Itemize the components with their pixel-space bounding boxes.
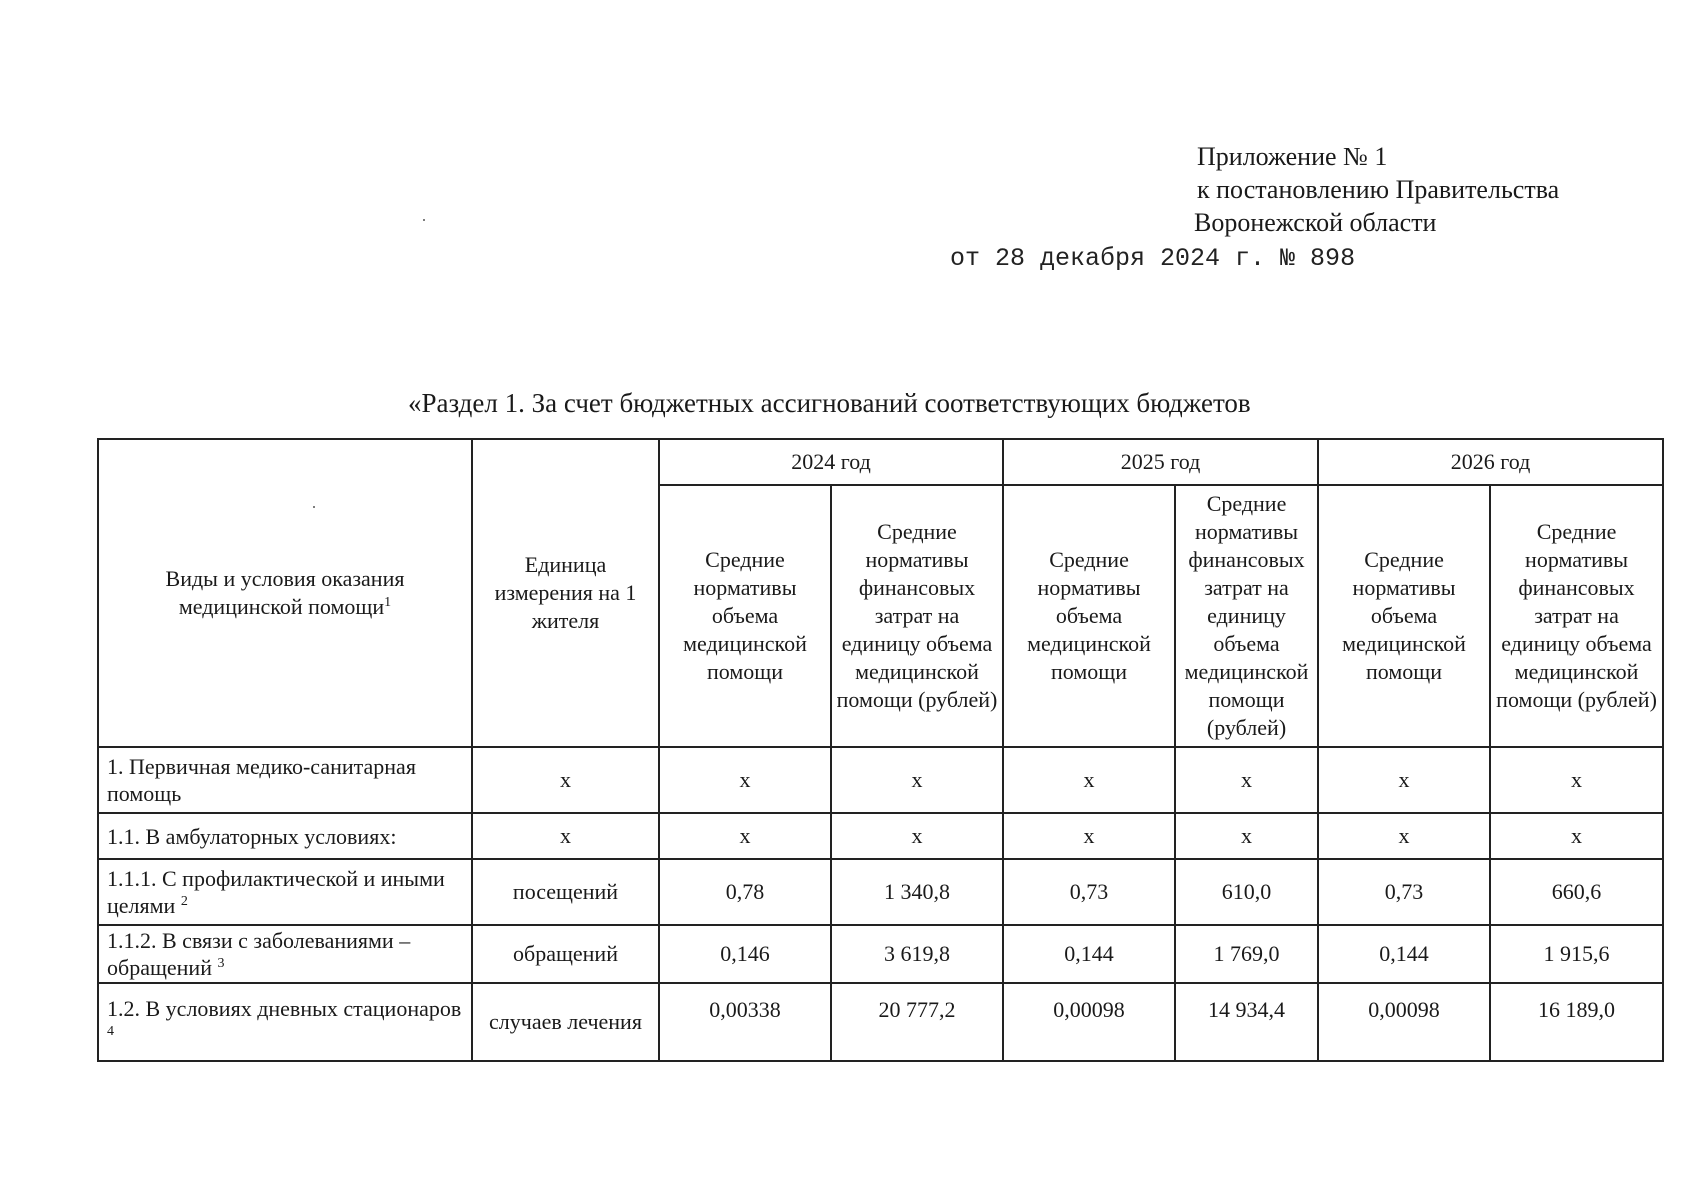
row-unit: х	[472, 747, 659, 813]
cell-cost-2026: х	[1490, 813, 1663, 859]
cell-cost-2026: х	[1490, 747, 1663, 813]
table-row	[98, 925, 1663, 983]
cell-volume-2025: 0,73	[1003, 859, 1175, 925]
cell-volume-2025: 0,144	[1003, 925, 1175, 983]
cell-cost-2025: 1 769,0	[1175, 925, 1318, 983]
table-row	[98, 813, 1663, 859]
cell-volume-2026: х	[1318, 813, 1490, 859]
row-label: 1.2. В условиях дневных стационаров $^4$	[98, 983, 472, 1061]
row-unit: случаев лечения	[472, 983, 659, 1061]
row-unit: обращений	[472, 925, 659, 983]
appendix-number: Приложение № 1	[1197, 142, 1388, 171]
header-unit: Единица измерения на 1 жителя	[472, 439, 659, 747]
row-unit: х	[472, 813, 659, 859]
norms-table	[97, 438, 1664, 1062]
header-year-2024: 2024 год	[659, 439, 1003, 485]
row-label: 1.1.1. С профилактической и иными целями $^2$	[98, 859, 472, 925]
cell-cost-2025: 610,0	[1175, 859, 1318, 925]
header-kind-of-care: Виды и условия оказания медицинской помощи$^1$	[98, 439, 472, 747]
row-label: 1.1.2. В связи с заболеваниями – обращений $^3$	[98, 925, 472, 983]
cell-volume-2024: 0,146	[659, 925, 831, 983]
header-volume-2025: Средние нормативы объема медицинской помощи	[1003, 485, 1175, 747]
appendix-header	[1194, 140, 1560, 239]
row-unit: посещений	[472, 859, 659, 925]
cell-cost-2024: 1 340,8	[831, 859, 1003, 925]
header-cost-2026: Средние нормативы финансовых затрат на единицу объема медицинской помощи (рублей)	[1490, 485, 1663, 747]
cell-volume-2026: 0,144	[1318, 925, 1490, 983]
header-cost-2025: Средние нормативы финансовых затрат на единицу объема медицинской помощи (рублей)	[1175, 485, 1318, 747]
table-row	[98, 983, 1663, 1061]
cell-volume-2026: 0,73	[1318, 859, 1490, 925]
cell-cost-2026: 660,6	[1490, 859, 1663, 925]
footnote-mark: 2	[180, 894, 188, 909]
header-year-2026: 2026 год	[1318, 439, 1663, 485]
cell-cost-2026: 1 915,6	[1490, 925, 1663, 983]
cell-volume-2025: 0,00098	[1003, 983, 1175, 1061]
cell-cost-2025: 14 934,4	[1175, 983, 1318, 1061]
cell-cost-2024: х	[831, 747, 1003, 813]
table-row	[98, 747, 1663, 813]
cell-volume-2025: х	[1003, 747, 1175, 813]
row-label: 1. Первичная медико-санитарная помощь	[98, 747, 472, 813]
date-number-stamp: от 28 декабря 2024 г. № 898	[950, 244, 1356, 273]
cell-volume-2024: х	[659, 813, 831, 859]
cell-cost-2024: х	[831, 813, 1003, 859]
header-volume-2026: Средние нормативы объема медицинской помощи	[1318, 485, 1490, 747]
header-year-2025: 2025 год	[1003, 439, 1318, 485]
row-label: 1.1. В амбулаторных условиях:	[98, 813, 472, 859]
header-cost-2024: Средние нормативы финансовых затрат на единицу объема медицинской помощи (рублей)	[831, 485, 1003, 747]
cell-volume-2024: 0,78	[659, 859, 831, 925]
cell-volume-2026: 0,00098	[1318, 983, 1490, 1061]
appendix-region: Воронежской области	[1194, 208, 1437, 237]
cell-volume-2024: 0,00338	[659, 983, 831, 1061]
section-title: «Раздел 1. За счет бюджетных ассигнований соответствующих бюджетов	[408, 388, 1251, 418]
cell-cost-2024: 20 777,2	[831, 983, 1003, 1061]
footnote-mark: 1	[384, 595, 392, 610]
scan-speck	[423, 219, 425, 221]
cell-volume-2025: х	[1003, 813, 1175, 859]
cell-volume-2024: х	[659, 747, 831, 813]
cell-cost-2025: х	[1175, 813, 1318, 859]
cell-cost-2024: 3 619,8	[831, 925, 1003, 983]
header-volume-2024: Средние нормативы объема медицинской помощи	[659, 485, 831, 747]
footnote-mark: 4	[107, 1024, 114, 1039]
cell-volume-2026: х	[1318, 747, 1490, 813]
cell-cost-2026: 16 189,0	[1490, 983, 1663, 1061]
appendix-resolution: к постановлению Правительства	[1197, 175, 1560, 204]
table-row	[98, 859, 1663, 925]
cell-cost-2025: х	[1175, 747, 1318, 813]
footnote-mark: 3	[217, 956, 225, 971]
